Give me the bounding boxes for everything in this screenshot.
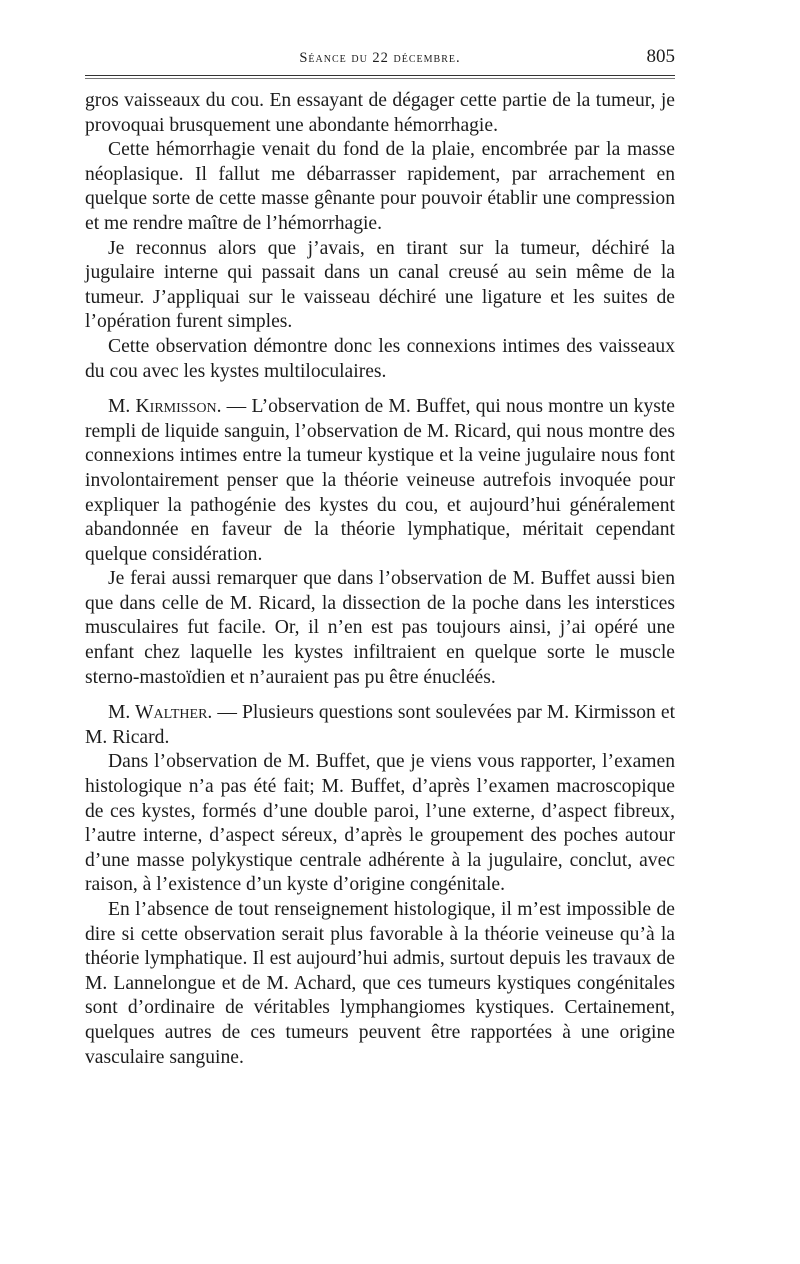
paragraph — [85, 750, 675, 898]
paragraph — [85, 335, 675, 384]
paragraph — [85, 237, 675, 335]
paragraph — [85, 567, 675, 690]
paragraph-text: Cette observation démontre donc les connexions intimes des vaisseaux du cou avec les kystes multiloculaires. — [85, 335, 675, 382]
paragraph-text: Dans l’observation de M. Buffet, que je viens vous rapporter, l’examen histologique n’a pas été fait; M. Buffet, d’après l’examen macroscopique de ces kystes, formés d’une double paroi, l’une externe, d’aspect fibreux, l’autre interne, d’aspect séreux, d’après le groupement des poches autour d’une masse polykystique centrale adhérente à la jugulaire, conclut, avec raison, à l’existence d’un kyste d’origine congénitale. — [85, 751, 675, 896]
paragraph — [85, 138, 675, 236]
paragraph-text: Je ferai aussi remarquer que dans l’observation de M. Buffet aussi bien que dans celle de M. Ricard, la dissection de la poche dans les interstices musculaires fut facile. Or, il n’en est pas toujours ainsi, j’ai opéré une enfant chez laquelle les kystes infiltraient en quelque sorte le muscle sterno-mastoïdien et n’auraient pas pu être énucléés. — [85, 568, 675, 688]
paragraph-text: Cette hémorrhagie venait du fond de la plaie, encombrée par la masse néoplasique. Il fallut me débarrasser rapidement, par arrachement en quelque sorte de cette masse gênante pour pouvoir établir une compression et me rendre maître de l’hémorrhagie. — [85, 139, 675, 234]
book-page — [85, 40, 675, 1070]
paragraph-text: — Plusieurs questions sont soulevées par M. Kirmisson et M. Ricard. — [85, 702, 676, 748]
paragraph-text: — L’observation de M. Buffet, qui nous montre un kyste rempli de liquide sanguin, l’observation de M. Ricard, qui nous montre des connexions intimes entre la tumeur kystique et la veine jugulaire nous font involontairement penser que la théorie veineuse autrefois invoquée pour expliquer la pathogénie des kystes du cou, et aujourd’hui généralement abandonnée en faveur de la théorie lymphatique, méritait cependant quelque considération. — [85, 396, 676, 565]
paragraph-text: gros vaisseaux du cou. En essayant de dégager cette partie de la tumeur, je provoquai brusquement une abondante hémorrhagie. — [85, 90, 675, 136]
paragraph-speaker-walther — [85, 701, 675, 750]
paragraph-continued — [85, 89, 675, 138]
running-head-title: Séance du 22 décembre. — [299, 50, 461, 66]
body-text — [85, 89, 675, 1070]
paragraph-text: En l’absence de tout renseignement histologique, il m’est impossible de dire si cette observation serait plus favorable à la théorie veineuse qu’à la théorie lymphatique. Il est aujourd’hui admis, surtout depuis les travaux de M. Lannelongue et de M. Achard, que ces tumeurs kystiques congénitales sont d’ordinaire de véritables lymphangiomes kystiques. Certainement, quelques autres de ces tumeurs peuvent être rapportées à une origine vasculaire sanguine. — [85, 899, 675, 1068]
running-head — [85, 40, 675, 70]
page-number: 805 — [646, 46, 675, 67]
speaker-name: M. Walther. — [108, 702, 213, 724]
paragraph — [85, 898, 675, 1070]
header-rule-secondary — [85, 78, 675, 79]
paragraph-speaker-kirmisson — [85, 395, 675, 567]
speaker-name: M. Kirmisson. — [108, 396, 222, 418]
header-rule — [85, 75, 675, 76]
paragraph-text: Je reconnus alors que j’avais, en tirant sur la tumeur, déchiré la jugulaire interne qui passait dans un canal creusé au sein même de la tumeur. J’appliquai sur le vaisseau déchiré une ligature et les suites de l’opération furent simples. — [85, 237, 675, 333]
